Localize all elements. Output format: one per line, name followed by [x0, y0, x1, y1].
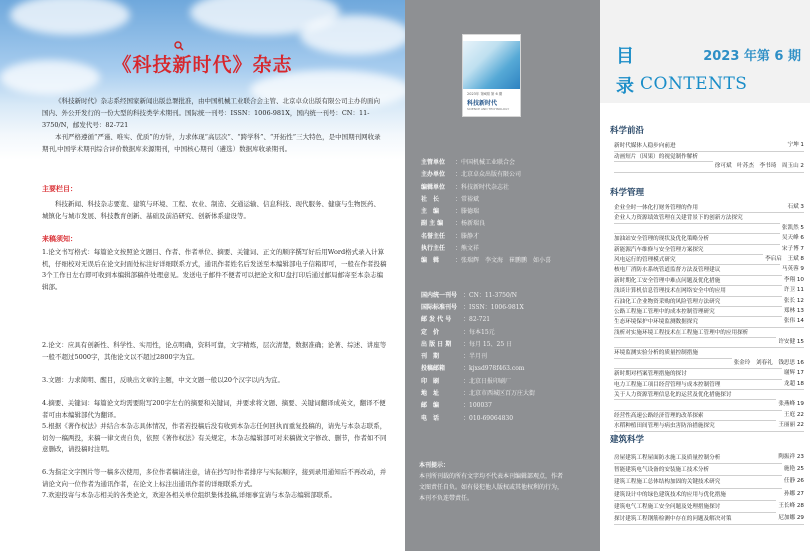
- note-title: 本刊提示：: [419, 462, 450, 469]
- info-label: 主管单位: [421, 159, 446, 166]
- toc-entry-author: 王丽丽 22: [776, 420, 804, 430]
- submission-heading: 来稿须知：: [42, 234, 77, 243]
- info-value: 82-721: [469, 316, 491, 324]
- info-value: 滕德瑞: [461, 208, 480, 216]
- toc-entry-title: 房屋建筑工程屋面防水施工及质量控制分析: [614, 455, 721, 461]
- info-colon: ：: [463, 316, 470, 324]
- submission-item: 3.文题：力求简明、醒目，反映出文章的主题，中文文题一般以20个汉字以内为宜。: [42, 376, 284, 384]
- toc-entry[interactable]: [614, 141, 804, 152]
- masthead-info: [409, 157, 599, 425]
- toc-entry-title: 新时期对档案管理措施的探讨: [614, 371, 687, 378]
- toc-entry-title: 公路工程施工管理中的成本控制管理研究: [614, 308, 715, 315]
- info-value: 每本15元: [469, 328, 495, 336]
- toc-entry[interactable]: [614, 203, 804, 213]
- info-colon: ：: [455, 171, 462, 179]
- info-value: 北京市西城区百万庄大街: [469, 390, 536, 398]
- toc-entry[interactable]: [614, 464, 804, 476]
- info-colon: ：: [463, 303, 470, 311]
- info-value: 010-69064830: [469, 414, 514, 422]
- info-value: 杨新瑞良: [461, 220, 486, 228]
- submission-item: 4.摘要、关键词：每篇论文均需要附写200字左右的摘要和关键词，并要求将文题、摘要、关键词翻译成英文，翻译不便者可由本编辑部代为翻译。: [42, 399, 386, 419]
- toc-entry[interactable]: [614, 297, 804, 307]
- info-value: 每月 15、25 日: [469, 340, 513, 348]
- info-value: 张瑞辉 李文海 崔鹏鹏 如小喜: [461, 257, 552, 265]
- toc-entry-title: 动画短片（因果）的视觉制作解析: [614, 153, 698, 160]
- info-colon: ：: [455, 232, 462, 240]
- info-row: [409, 400, 599, 412]
- toc-entry-author: 郑林 13: [782, 306, 804, 316]
- info-row: [409, 376, 599, 388]
- info-label: 社 长: [421, 195, 440, 203]
- toc-entry-author: 谢辉 17: [782, 368, 804, 378]
- toc-entry[interactable]: [614, 369, 804, 379]
- toc-entry-author: 吴天峰 6: [780, 233, 804, 243]
- toc-entry-title: 生态环境保护中环境监测数据探究: [614, 319, 698, 326]
- submission-item: 6.为指定文字图片等一稿多次使用，多位作者稿请注意，请在抄写时作者排序与实际顺序，接到录用通知后不再改动，并请论文向一位作者为通讯作者，在论文上标注出通讯作者的详细联系方式。: [42, 468, 387, 488]
- sky-cloud: [300, 15, 405, 55]
- note-line: 本刊不负连带责任。: [419, 495, 474, 502]
- info-row: [409, 255, 599, 267]
- info-row: [409, 206, 599, 218]
- toc-entry[interactable]: [614, 255, 804, 265]
- toc-entry-title: 新时代媒体人稳步向前进: [614, 143, 676, 149]
- info-colon: ：: [455, 159, 462, 166]
- info-label: 电 话: [421, 414, 440, 422]
- contents-word: CONTENTS: [640, 74, 748, 94]
- info-value: 半月刊: [469, 353, 488, 361]
- toc-entry-author: 任静 26: [782, 475, 804, 487]
- columns-text: 科技新闻、科技杂志要览、建筑与环境、工程、农业、制造、交通运输、信息科技、现代服务、健康与生物医药、城镇化与城市发展、科技教育创新、基础及前沿研究、创新体系建设等。: [42, 200, 380, 220]
- info-colon: ：: [463, 390, 470, 398]
- info-colon: ：: [455, 195, 462, 203]
- info-label: 国内统一刊号: [421, 291, 458, 299]
- info-label: 执行主任: [421, 245, 446, 253]
- info-label: 主 编: [421, 208, 440, 216]
- info-value: 科技新时代杂志社: [461, 183, 510, 191]
- toc-entry-author: 李启启 王斌 8: [763, 254, 804, 264]
- toc-entry[interactable]: [614, 380, 804, 390]
- toc-entry-author: 马英蓉 9: [780, 264, 804, 274]
- info-value: 滕静才: [461, 232, 480, 240]
- info-label: 地 址: [421, 390, 440, 398]
- toc-entry-author: 孙娜 27: [782, 488, 804, 500]
- submission-list: [42, 247, 388, 513]
- info-colon: ：: [463, 377, 470, 385]
- info-label: 主办单位: [421, 171, 446, 179]
- toc-entry-title: 经营性高速公路经济管理的改革探索: [614, 412, 704, 419]
- info-row: [409, 290, 599, 302]
- toc-entry-title: 环境监测实验分析的质量控制措施: [614, 350, 698, 357]
- info-colon: ：: [463, 291, 470, 299]
- info-colon: ：: [463, 414, 470, 422]
- toc-entry[interactable]: [614, 265, 804, 275]
- toc-entry-author: 张伟 14: [782, 316, 804, 326]
- info-label: 邮 发 代 号: [421, 316, 452, 324]
- toc-entry-title: 核电厂消防水系统管道监督方法及管理建议: [614, 267, 721, 274]
- info-label: 名誉主任: [421, 232, 446, 240]
- info-row: [409, 302, 599, 314]
- info-row: [409, 413, 599, 425]
- toc-entry-title: 企业人力资源绩效管理在关建背景下的创新方法探究: [614, 215, 743, 222]
- note-line: 本刊所刊载的所有文字均不代表本刊编辑部观点，作者: [419, 473, 564, 480]
- cover-subtitle: SCIENCE AND TECHNOLOGY: [467, 107, 510, 111]
- info-colon: ：: [463, 365, 470, 373]
- contents-page: [600, 0, 810, 551]
- toc-entry-author: 龙超 18: [782, 379, 804, 389]
- info-row: [409, 327, 599, 339]
- contents-lu-char: 录: [616, 76, 634, 97]
- info-row: [409, 182, 599, 194]
- info-value: 100037: [469, 402, 492, 410]
- info-colon: ：: [455, 220, 462, 228]
- toc-entry-author: 施艳 25: [782, 463, 804, 475]
- info-value: 北京日报印刷厂: [469, 377, 512, 385]
- info-row: [409, 169, 599, 181]
- info-value: 北京卓众出版有限公司: [461, 171, 522, 179]
- info-label: 出 版 日 期: [421, 340, 452, 348]
- toc-entry-title: 智能建筑电气设备的安装施工技术分析: [614, 467, 710, 474]
- info-colon: ：: [463, 340, 470, 348]
- toc-entry-author: 陶振祥 23: [776, 451, 804, 463]
- info-row: [409, 231, 599, 243]
- info-label: 投稿邮箱: [421, 365, 446, 373]
- toc-entry[interactable]: [614, 400, 804, 410]
- toc-entry[interactable]: [614, 452, 804, 464]
- toc-entry-author: 尼加娜 29: [776, 512, 804, 524]
- info-row: [409, 194, 599, 206]
- toc-entry[interactable]: [614, 307, 804, 317]
- toc-entry[interactable]: [614, 224, 804, 234]
- note-line: 文图责任自负。如有侵犯他人版权或其他权利的行为，: [419, 484, 564, 491]
- toc-section-list: [614, 452, 804, 525]
- info-label: 副 主 编: [421, 220, 444, 228]
- toc-entry-title: 探讨建筑工程钢筋检测中存在的问题及解决对策: [614, 515, 732, 522]
- info-colon: ：: [455, 245, 462, 253]
- intro-paragraph-2: 本刊严格遵循“严谨、唯实、优质”的方针，力求体现“高层次”、“跨学科”、“开拓性”三大特色，是中国期刊网收录期刊,中国学术期刊综合评价数据库来源期刊，中国核心期刊（遴选）数据库收录期刊。: [42, 133, 381, 153]
- info-colon: ：: [455, 183, 462, 191]
- info-value: 中国机械工业联合会: [461, 159, 516, 166]
- submission-item: 7.欢迎投寄与本杂志相关的各类论文，欢迎各相关单位组织集体投稿,详细事宜请与本杂志编辑部联系。: [42, 491, 337, 499]
- info-row: [409, 314, 599, 326]
- toc-entry[interactable]: [614, 338, 804, 348]
- cover-title: 科技新时代: [467, 100, 498, 107]
- toc-entry-author: 宋子博 7: [780, 244, 804, 254]
- toc-entry[interactable]: [614, 359, 804, 369]
- info-value: ISSN：1006-981X: [469, 303, 524, 311]
- toc-entry-title: 企业全时一体化打财务管理的作用: [614, 205, 698, 211]
- info-row: [409, 363, 599, 375]
- info-colon: ：: [463, 353, 470, 361]
- info-row: [409, 218, 599, 230]
- info-label: 编辑单位: [421, 183, 446, 191]
- toc-entry[interactable]: [614, 421, 804, 431]
- toc-entry-title: 浅谈计算机信息管理技术在网络安全中的应用: [614, 288, 726, 295]
- info-row: [409, 351, 599, 363]
- toc-entry[interactable]: [614, 213, 804, 223]
- info-label: 刊 期: [421, 353, 440, 361]
- info-value: 常裕斌: [461, 195, 480, 203]
- submission-item: 1.论文书写格式：每篇论文按照论文题目、作者、作者单位、摘要、关键词、正文的顺序撰写好后用Word格式录入计算机，仔细校对无误后在论文封面处标注好详细联系方式，通讯作者姓名后发送至本编辑部电子信箱即可，一般在作者投稿3个工作日左右即可收到本编辑部稿件处理意见。发送电子邮件不便者可以把论文和U盘打印后通过邮局邮寄至本杂志编辑部。: [42, 248, 387, 291]
- toc-entry[interactable]: [614, 317, 804, 327]
- toc-entry-title: 新时期化工安全管理中难点问题及优化措施: [614, 277, 721, 284]
- masthead-page: [405, 0, 600, 551]
- toc-entry-author: 王庭 22: [782, 410, 804, 420]
- info-label: 邮 编: [421, 402, 440, 410]
- cover-thumbnail: [462, 34, 521, 117]
- toc-entry[interactable]: [614, 476, 804, 488]
- toc-entry-title: 风电运行的管理模式研究: [614, 256, 676, 263]
- toc-entry-title: 水稻种植田间管理与病虫害防治措施探究: [614, 423, 715, 430]
- intro-text: [42, 95, 384, 167]
- info-value: kjxsd978f463.com: [469, 365, 525, 373]
- toc-entry[interactable]: [614, 513, 804, 525]
- toc-entry-title: 新能源汽车维修与安全管理方案探究: [614, 246, 704, 253]
- toc-entry-title: 电力工程施工项目经营管理与成本控制管理: [614, 381, 721, 388]
- submission-item: 2.论文：应具有创新性、科学性、实用性，论点明确，资料可靠，文字精炼，层次清楚，数据准确；论著、综述、讲座等一般不超过5000字，其他论文以不超过2800字为宜。: [42, 341, 387, 361]
- toc-entry-author: 张金玲 刘春礼 钱思思 16: [732, 358, 804, 368]
- toc-entry-title: 建筑电气工程施工安全问题及处理措施探讨: [614, 503, 721, 510]
- info-label: 国际标准刊号: [421, 303, 458, 311]
- info-label: 编 辑: [421, 257, 440, 265]
- toc-entry-author: 许安健 15: [776, 337, 804, 347]
- info-colon: ：: [463, 328, 470, 336]
- toc-entry-title: 建筑设计中的绿色建筑技术的应用与优化措施: [614, 491, 726, 498]
- info-colon: ：: [455, 257, 462, 265]
- toc-entry-author: 张凯然 5: [780, 223, 804, 233]
- info-value: CN：11-3750/N: [469, 291, 518, 299]
- toc-entry-author: 徐可斌 叶苏杰 李书琦 周玉山 2: [713, 161, 804, 172]
- toc-entry-title: 建筑工程施工总体结构加固的关键技术研究: [614, 479, 721, 486]
- info-row: [409, 243, 599, 255]
- magazine-title: 《科技新时代》杂志: [112, 54, 293, 76]
- toc-entry-author: 张长 12: [782, 296, 804, 306]
- intro-paragraph-1: 《科技新时代》杂志系经国家新闻出版总署批准，由中国机械工业联合会主管、北京卓众出版有限公司主办的面向国内、外公开发行的一份大型的科技类学术期刊。国际统一刊号：ISSN：1006-981X，国内统一刊号：CN：11-3750/N，邮发代号：82-721: [42, 97, 380, 129]
- submission-item: 5.根据《著作权法》并结合本杂志具体情况，作者若投稿后没有收到本杂志任何回执而重复投稿的，请先与本杂志联系，切勿一稿两投，来稿一律文责自负，依照《著作权法》有关规定，本杂志编辑部可对来稿做文字修改、删节，作者如不同意删改，请投稿时注明。: [42, 422, 387, 454]
- contents-mu-char: 目: [616, 46, 634, 67]
- cover-art: [463, 41, 521, 89]
- toc-entry[interactable]: [614, 286, 804, 296]
- cover-issue: 2023年 第6期 第 6 期: [467, 92, 503, 96]
- info-label: 印 刷: [421, 377, 440, 385]
- toc-entry-author: 宁坤 1: [785, 140, 804, 151]
- toc-entry[interactable]: [614, 276, 804, 286]
- info-colon: ：: [463, 402, 470, 410]
- toc-entry[interactable]: [614, 234, 804, 244]
- editorial-note: [419, 460, 595, 504]
- toc-entry-title: 石油化工企业物资采购的风险管理方法研究: [614, 298, 721, 305]
- info-row: [409, 388, 599, 400]
- columns-heading: 主要栏目：: [42, 184, 77, 193]
- toc-entry-author: 石斌 3: [785, 202, 804, 212]
- toc-section-title: 科学管理: [610, 188, 645, 198]
- toc-entry-author: 张燕峰 19: [776, 399, 804, 409]
- sky-cloud: [10, 0, 130, 35]
- issue-label: 2023 年第 6 期: [703, 49, 801, 64]
- toc-section-list: [614, 203, 804, 432]
- info-colon: ：: [455, 208, 462, 216]
- toc-section-title: 建筑科学: [610, 435, 645, 445]
- toc-entry[interactable]: [614, 162, 804, 173]
- info-row: [409, 157, 599, 169]
- toc-entry-title: 加油站安全管理的现状及优化策略分析: [614, 236, 710, 243]
- toc-entry-author: 许卫 11: [782, 285, 804, 295]
- toc-section-list: [614, 141, 804, 173]
- toc-entry-author: 李翔 10: [782, 275, 804, 285]
- toc-entry-author: 王长峰 28: [776, 500, 804, 512]
- toc-section-title: 科学前沿: [610, 126, 645, 136]
- toc-entry-title: 关于人力资源管理信息化的运营及优化措施探讨: [614, 392, 732, 399]
- info-row: [409, 339, 599, 351]
- toc-entry-title: 浅析对实施环境工程技术在工程施工管理中的应用探析: [614, 329, 749, 336]
- info-gap: [409, 268, 599, 290]
- info-value: 熊文祥: [461, 245, 480, 253]
- info-label: 定 价: [421, 328, 440, 336]
